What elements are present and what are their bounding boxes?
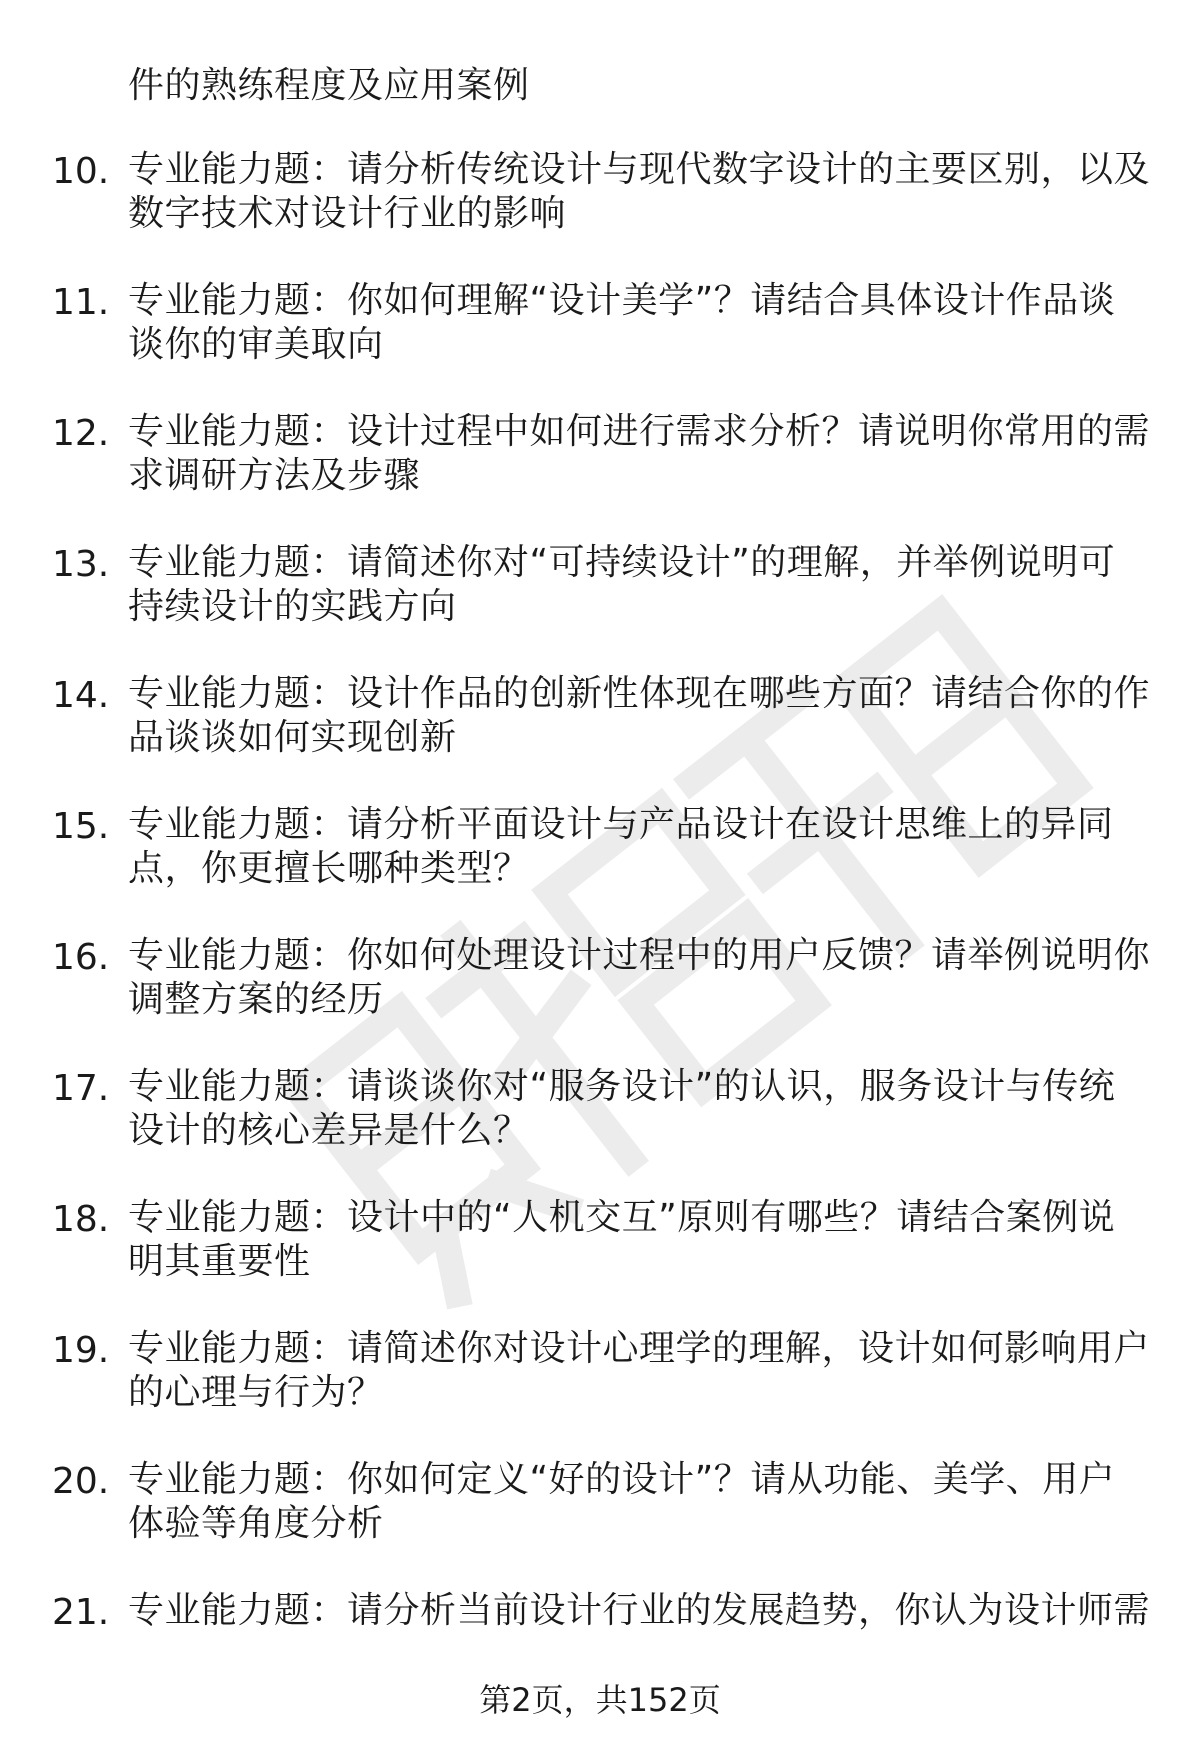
continuation-line: 件的熟练程度及应用案例 [128,65,530,106]
question-line: 点，你更擅长哪种类型？ [128,848,530,889]
question-text [128,410,1151,498]
question-number: 19. [52,1330,110,1371]
question-text [128,541,1148,629]
question-text [128,1327,1151,1415]
question-text [128,1196,1148,1284]
question-line: 专业能力题：请简述你对“可持续设计”的理解，并举例说明可 [128,542,1116,583]
question-line: 专业能力题：你如何处理设计过程中的用户反馈？请举例说明你 [128,935,1151,976]
question-number: 12. [52,413,110,454]
question-number: 17. [52,1068,110,1109]
question-item [0,1458,1200,1589]
question-line: 品谈谈如何实现创新 [128,717,457,758]
question-text [128,803,1148,891]
question-text [128,934,1151,1022]
question-line: 专业能力题：设计作品的创新性体现在哪些方面？请结合你的作 [128,673,1151,714]
question-line: 调整方案的经历 [128,979,384,1020]
question-text [128,148,1151,236]
question-number: 16. [52,937,110,978]
question-line: 专业能力题：你如何定义“好的设计”？请从功能、美学、用户 [128,1459,1116,1500]
question-line: 专业能力题：设计中的“人机交互”原则有哪些？请结合案例说 [128,1197,1116,1238]
question-line: 专业能力题：请谈谈你对“服务设计”的认识，服务设计与传统 [128,1066,1116,1107]
question-item [0,410,1200,541]
question-line: 明其重要性 [128,1241,311,1282]
question-text [128,279,1148,367]
question-line: 体验等角度分析 [128,1503,384,1544]
question-item [0,541,1200,672]
question-line: 专业能力题：请分析传统设计与现代数字设计的主要区别，以及 [128,149,1151,190]
question-number: 10. [52,151,110,192]
question-item [0,1065,1200,1196]
question-number: 14. [52,675,110,716]
question-item [0,1196,1200,1327]
question-number: 11. [52,282,110,323]
question-line: 的心理与行为？ [128,1372,384,1413]
question-line: 专业能力题：请分析平面设计与产品设计在设计思维上的异同 [128,804,1114,845]
question-text [128,672,1151,760]
question-line: 求调研方法及步骤 [128,455,421,496]
question-text [128,1065,1148,1153]
question-line: 专业能力题：请分析当前设计行业的发展趋势，你认为设计师需 [128,1590,1151,1631]
question-line: 数字技术对设计行业的影响 [128,193,567,234]
page-footer: 第2页，共152页 [479,1681,721,1719]
question-item [0,279,1200,410]
question-text [128,1589,1151,1633]
question-line: 谈你的审美取向 [128,324,384,365]
question-line: 专业能力题：设计过程中如何进行需求分析？请说明你常用的需 [128,411,1151,452]
question-line: 持续设计的实践方向 [128,586,457,627]
question-list [0,148,1200,1720]
question-number: 15. [52,806,110,847]
question-number: 21. [52,1592,110,1633]
question-line: 专业能力题：你如何理解“设计美学”？请结合具体设计作品谈 [128,280,1116,321]
question-item [0,148,1200,279]
question-line: 设计的核心差异是什么？ [128,1110,530,1151]
question-item [0,672,1200,803]
question-line: 专业能力题：请简述你对设计心理学的理解，设计如何影响用户 [128,1328,1151,1369]
question-item [0,934,1200,1065]
question-item [0,1327,1200,1458]
question-number: 13. [52,544,110,585]
question-text [128,1458,1148,1546]
question-item [0,803,1200,934]
question-number: 18. [52,1199,110,1240]
question-number: 20. [52,1461,110,1502]
